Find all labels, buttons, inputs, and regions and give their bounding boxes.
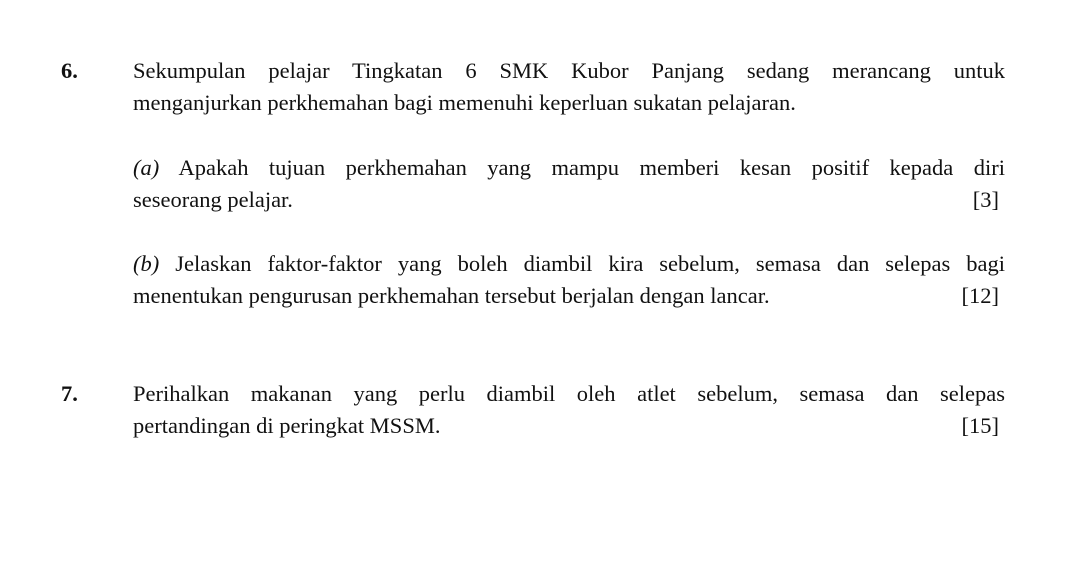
question-6a-label: (a)	[133, 155, 160, 180]
question-6a-line-1	[133, 152, 1005, 184]
question-6-stem-line-1: Sekumpulan pelajar Tingkatan 6 SMK Kubor Panjang sedang merancang untuk	[133, 58, 1005, 83]
question-6b-text-line-2: menentukan pengurusan perkhemahan tersebut berjalan dengan lancar.	[133, 283, 770, 308]
question-6a-line-2	[133, 184, 999, 216]
question-7-line-1: Perihalkan makanan yang perlu diambil oleh atlet sebelum, semasa dan selepas	[133, 381, 1005, 406]
question-7-marks: [15]	[961, 413, 999, 438]
question-6-stem	[133, 55, 1005, 119]
question-6b-line-2	[133, 280, 999, 312]
question-6-stem-line-2: menganjurkan perkhemahan bagi memenuhi keperluan sukatan pelajaran.	[133, 90, 796, 115]
question-6a	[133, 152, 1005, 216]
question-7-text-line-2: pertandingan di peringkat MSSM.	[133, 413, 441, 438]
question-6a-text-line-1: Apakah tujuan perkhemahan yang mampu memberi kesan positif kepada diri	[178, 155, 1005, 180]
question-6b-marks: [12]	[961, 283, 999, 308]
question-7	[133, 378, 1005, 442]
question-6b-line-1	[133, 248, 1005, 280]
question-7-line-2	[133, 410, 999, 442]
question-6a-marks: [3]	[972, 187, 999, 212]
question-6b-label: (b)	[133, 251, 160, 276]
question-6a-text-line-2: seseorang pelajar.	[133, 187, 293, 212]
question-7-number: 7.	[61, 381, 78, 406]
question-6b	[133, 248, 1005, 312]
question-6-number: 6.	[61, 58, 78, 83]
question-6b-text-line-1: Jelaskan faktor-faktor yang boleh diambil kira sebelum, semasa dan selepas bagi	[175, 251, 1005, 276]
